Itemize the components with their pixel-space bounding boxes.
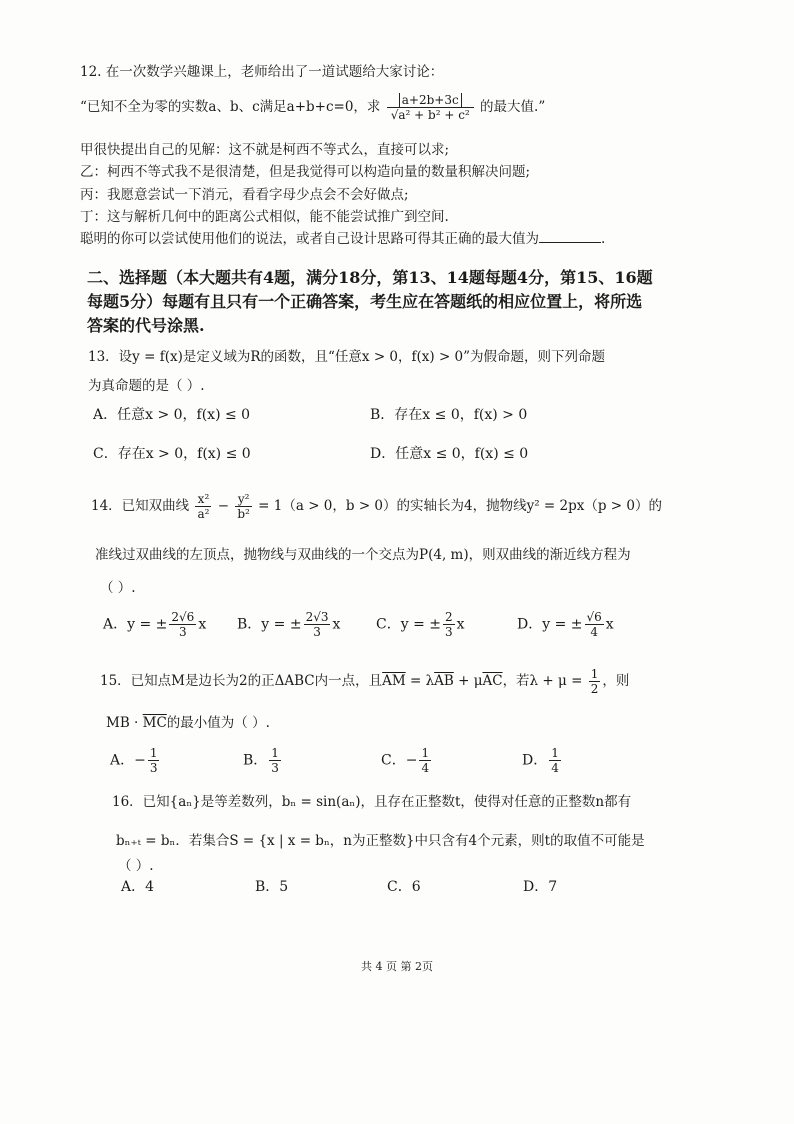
q13-option-a: A．任意x > 0，f(x) ≤ 0	[93, 407, 251, 423]
q16-line2: bₙ₊ₜ = bₙ．若集合S = {x | x = bₙ，n为正整数}中只含有4个元素，则t的取值不可能是	[116, 833, 645, 849]
q16-line3: （ ）.	[118, 858, 154, 874]
q15-option-d: D． $\frac{1}{4}$	[522, 746, 559, 775]
q13-option-c: C．存在x > 0，f(x) ≤ 0	[93, 446, 251, 462]
q16-option-b: B．5	[255, 879, 289, 895]
q12-intro: 12. 在一次数学兴趣课上，老师给出了一道试题给大家讨论：	[80, 64, 444, 80]
q14-option-b: B．y = ± $\frac{2√3}{3}$ x	[237, 610, 341, 639]
section2-title-1: 二、选择题（本大题共有4题，满分18分，第13、14题每题4分，第15、16题	[87, 268, 653, 287]
answer-blank	[539, 230, 601, 243]
q14-line1: 14．已知双曲线 $\frac{\text{x²}}{\text{a²}}$ − $\frac{\text{y²}}{\text{b²}}$ = 1（a > 0，b > 0）的实轴长为4，抛物线y² = 2px（p > 0）的	[91, 492, 662, 521]
q15-line1: 15．已知点M是边长为2的正ΔABC内一点，且$\overline{AM} = \lambda\overline{AB} + \mu\overline{AC}$，若λ + μ = $\frac{1}{2}$ ，则	[100, 667, 630, 696]
q14-line2: 准线过双曲线的左顶点，抛物线与双曲线的一个交点为P(4, m)，则双曲线的渐近线方程为	[95, 547, 631, 563]
q14-option-a: A．y = ± $\frac{2√6}{3}$ x	[103, 610, 207, 639]
section2-title-3: 答案的代号涂黑.	[87, 316, 205, 335]
q15-option-b: B． $\frac{1}{3}$	[243, 746, 279, 775]
q12-stem: “已知不全为零的实数a、b、c满足a+b+c=0，求 $\frac{a+2b+3c}{\text{√a² + b² + c²}}$ 的最大值.”	[80, 93, 546, 122]
q15-option-c: C．− $\frac{1}{4}$	[381, 746, 430, 775]
q12-bing: 丙：我愿意尝试一下消元，看看字母少点会不会好做点;	[80, 187, 409, 203]
q14-option-c: C．y = ± $\frac{2}{3}$ x	[376, 610, 465, 639]
q16-option-c: C．6	[387, 879, 421, 895]
page-footer: 共 4 页 第 2页	[361, 960, 433, 973]
q14-option-d: D．y = ± $\frac{√6}{4}$ x	[517, 610, 614, 639]
q14-line3: （ ）.	[100, 580, 136, 596]
q16-line1: 16．已知{aₙ}是等差数列，bₙ = sin(aₙ)，且存在正整数t，使得对任意的正整数n都有	[112, 794, 632, 810]
q13-line1: 13．设y = f(x)是定义域为R的函数，且“任意x > 0，f(x) > 0”为假命题，则下列命题	[88, 349, 606, 365]
q12-yi: 乙：柯西不等式我不是很清楚，但是我觉得可以构造向量的数量积解决问题;	[80, 164, 531, 180]
q13-option-d: D．任意x ≤ 0，f(x) ≤ 0	[370, 446, 529, 462]
section2-title-2: 每题5分）每题有且只有一个正确答案，考生应在答题纸的相应位置上，将所选	[87, 292, 643, 311]
q13-line2: 为真命题的是（ ）.	[88, 378, 205, 394]
q12-jia: 甲很快提出自己的见解：这不就是柯西不等式么，直接可以求;	[80, 142, 450, 158]
q15-option-a: A．− $\frac{1}{3}$	[110, 746, 158, 775]
q13-option-b: B．存在x ≤ 0，f(x) > 0	[370, 407, 528, 423]
q15-line2: MB · $\overline{MC}$的最小值为（ ）.	[106, 715, 270, 731]
q12-fraction: $\frac{a+2b+3c}{\text{√a² + b² + c²}}$	[387, 93, 474, 122]
q12-ask: 聪明的你可以尝试使用他们的说法，或者自己设计思路可得其正确的最大值为 .	[80, 231, 606, 247]
q16-option-a: A．4	[121, 879, 155, 895]
q16-option-d: D．7	[523, 879, 558, 895]
q12-ding: 丁：这与解析几何中的距离公式相似，能不能尝试推广到空间.	[80, 209, 449, 225]
